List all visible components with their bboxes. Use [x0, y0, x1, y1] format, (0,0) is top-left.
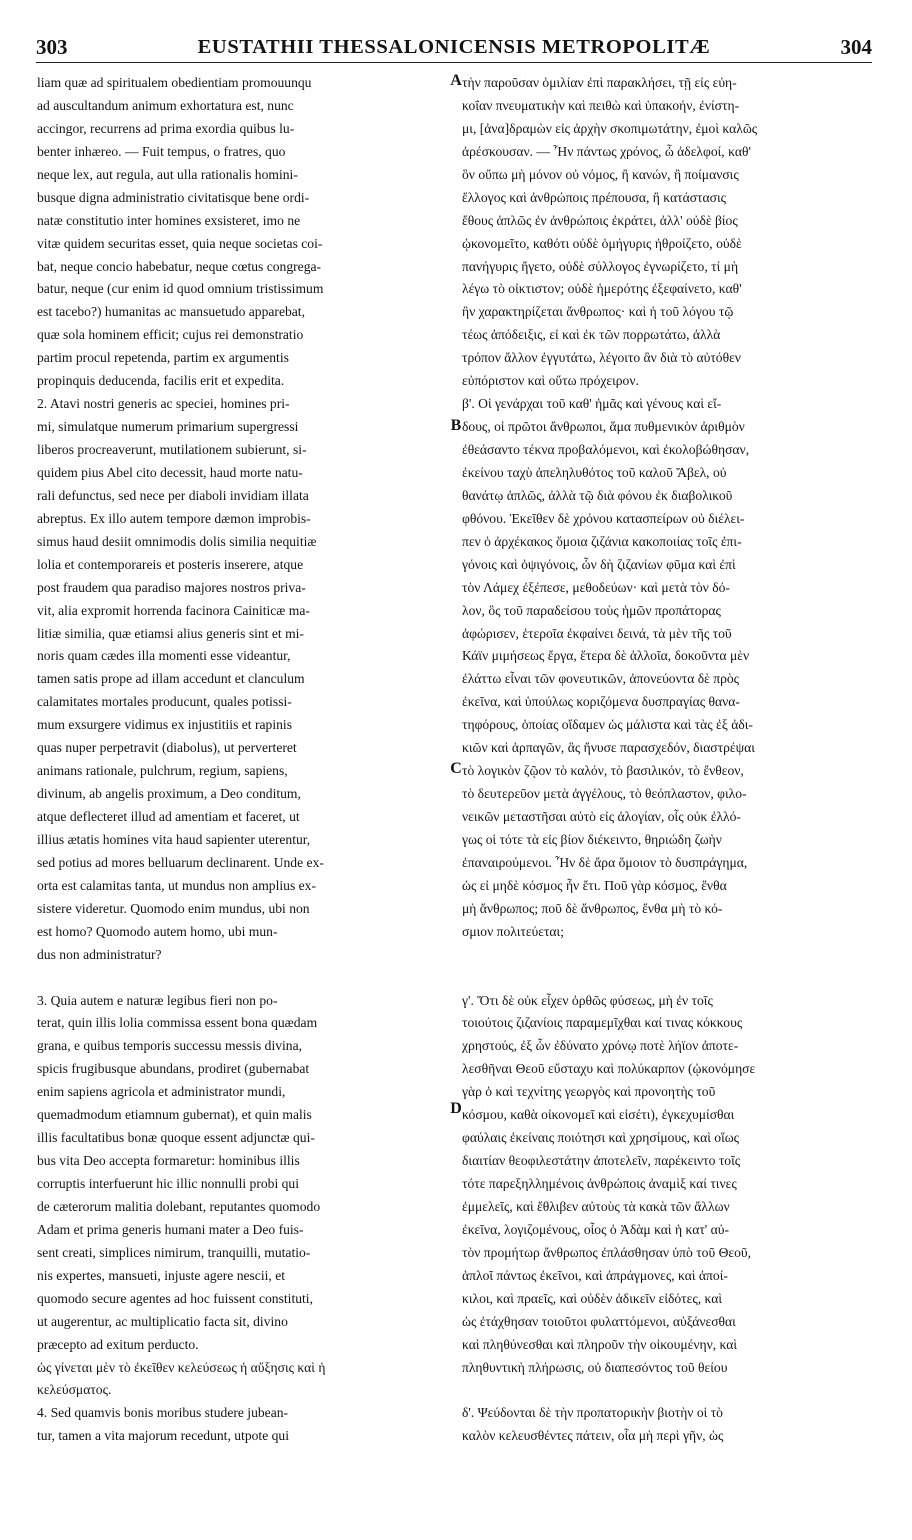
latin-text-line: mi, simulatque numerum primarium supergressi: [37, 419, 299, 435]
latin-text-line: κελεύσματος.: [37, 1382, 112, 1398]
greek-text-line: ἐκεῖνα, λογιζομένους, οἷος ὁ Ἀδὰμ καὶ ἡ κατ' αὐ-: [462, 1221, 730, 1237]
greek-text-line: κόσμου, καθὰ οἰκονομεῖ καὶ εἰσέτι), ἐγκεχυμίσθαι: [462, 1107, 735, 1123]
latin-text-line: natæ constitutio inter homines exsisteret, imo ne: [37, 212, 301, 228]
greek-text-line: γὰρ ὁ καὶ τεχνίτης γεωργὸς καὶ προνοητὴς τοῦ: [462, 1084, 716, 1100]
latin-text-line: est homo? Quomodo autem homo, ubi mun-: [37, 923, 278, 939]
latin-text-line: [37, 967, 447, 990]
greek-text-line: θανάτῳ ἁπλῶς, ἀλλὰ τῷ διὰ φόνου ἐκ διαβολικοῦ: [462, 487, 733, 503]
latin-text-line: divinum, ab angelis proximum, a Deo conditum,: [37, 786, 301, 802]
margin-letter-d: D: [450, 1100, 462, 1117]
latin-text-line: atque deflecteret illud ad amentiam et faceret, ut: [37, 809, 300, 824]
greek-text-line: γόνοις καὶ ὀψιγόνοις, ὧν δὴ ζιζανίων φῦμα καὶ ἐπὶ: [462, 556, 736, 572]
greek-text-line: δους, οἱ πρῶτοι ἄνθρωποι, ἅμα πυθμενικὸν ἀριθμὸν: [462, 419, 745, 435]
greek-text-line: τότε παρεξηλλημένοις ἀνθρώποις ἀναμὶξ καί τινες: [462, 1176, 737, 1191]
greek-text-line: τὸν προμήτωρ ἄνθρωπος ἐπλάσθησαν ὑπὸ τοῦ Θεοῦ,: [462, 1244, 752, 1260]
latin-text-line: neque lex, aut regula, aut ulla rationalis homini-: [37, 166, 298, 182]
latin-text-line: liberos procreaverunt, mutilationem subierunt, si-: [37, 442, 307, 457]
greek-text-line: ἔλλογος καὶ ἀνθρώποις πρέπουσα, ἢ κατάστασις: [462, 189, 727, 205]
latin-text-line: quæ sola hominem efficit; cujus rei demonstratio: [37, 327, 304, 343]
latin-text-line: spicis frugibusque abundans, prodiret (gubernabat: [37, 1061, 310, 1077]
latin-text-line: batur, neque (cur enim id quod omnium tristissimum: [37, 281, 324, 297]
greek-text-line: νεικῶν μεταστῆσαι αὐτὸ εἰς ἀλογίαν, οἷς οὐκ ἐλλό-: [462, 809, 741, 824]
latin-text-line: sent creati, simplices nimirum, tranquilli, mutatio-: [37, 1244, 311, 1260]
greek-text-line: φθόνου. Ἐκεῖθεν δὲ χρόνου κατασπείρων οὐ διέλει-: [462, 510, 745, 526]
latin-text-line: enim sapiens agricola et administrator mundi,: [37, 1084, 286, 1100]
greek-text-line: κοΐαν πνευματικὴν καὶ πειθὼ καὶ ὑπακοήν, ἐνίστη-: [462, 97, 740, 113]
latin-text-line: corruptis interfuerunt hic illic nonnulli probi qui: [37, 1176, 300, 1191]
latin-text-line: orta est calamitas tanta, ut mundus non amplius ex-: [37, 877, 316, 893]
greek-text-line: τηφόρους, ὁποίας οἴδαμεν ὡς μάλιστα καὶ τὰς ἐξ ἀδι-: [462, 717, 753, 733]
latin-text-line: liam quæ ad spiritualem obedientiam promouunqu: [37, 75, 312, 90]
greek-text-line: κιῶν καὶ ἁρπαγῶν, ἃς ἤνυσε παρασχεδόν, διαστρέψαι: [462, 740, 755, 756]
greek-text-line: ἐκεῖνα, καὶ ὑπούλως κοριζόμενα δυσπραγίας θανα-: [462, 694, 740, 710]
greek-text-line: ᾠκονομεῖτο, καθότι οὐδὲ ὁμήγυρις ἠθροίζετο, οὐδὲ: [462, 235, 742, 251]
greek-text-line: ἀρέσκουσαν. — Ἦν πάντως χρόνος, ὦ ἀδελφοί, καθ': [462, 143, 751, 159]
latin-text-line: noris quam cædes illa momenti esse videantur,: [37, 648, 291, 664]
greek-text-line: διαιτίαν θεοφιλεστάτην ἀποτελεῖν, παρέκειντο τοῖς: [462, 1153, 741, 1169]
latin-text-line: ad auscultandum animum exhortatura est, nunc: [37, 97, 294, 113]
margin-letter-c: C: [450, 760, 462, 777]
greek-text-line: ὡς εἰ μηδὲ κόσμος ἦν ἔτι. Ποῦ γὰρ κόσμος, ἔνθα: [462, 877, 727, 893]
latin-text-line: grana, e quibus temporis successu messis divina,: [37, 1038, 303, 1054]
latin-text-line: quomodo secure agentes ad hoc fuissent constituti,: [37, 1290, 313, 1306]
latin-column: [37, 72, 447, 1448]
greek-text-line: β'. Οἱ γενάρχαι τοῦ καθ' ἡμᾶς καὶ γένους καὶ εἴ-: [462, 396, 722, 412]
latin-text-line: sed potius ad mores belluarum declinarent. Unde ex-: [37, 854, 324, 870]
greek-text-line: τρόπον ἄλλον ἐγγυτάτω, λέγοιτο ἂν διὰ τὸ αὐτόθεν: [462, 350, 741, 366]
running-head: [36, 32, 872, 63]
latin-text-line: Adam et prima generis humani mater a Deo fuis-: [37, 1221, 304, 1237]
greek-text-line: λέγω τὸ οἰκτιστον; οὐδὲ ἡμερότης ἐξεφαίνετο, καθ': [462, 281, 742, 297]
latin-text-line: bus vita Deo accepta formaretur: hominibus illis: [37, 1153, 300, 1169]
greek-text-line: Κάϊν μιμήσεως ἔργα, ἕτερα δὲ ἀλλοῖα, δοκοῦντα μὲν: [462, 648, 750, 664]
greek-text-line: καὶ πληθύνεσθαι καὶ πληροῦν τὴν οἰκουμένην, καὶ: [462, 1336, 738, 1352]
greek-text-line: σμιον πολιτεύεται;: [462, 923, 564, 939]
latin-text-line: sistere videretur. Quomodo enim mundus, ubi non: [37, 900, 310, 916]
greek-text-line: ἐμμελεῖς, καὶ ἔθλιβεν αὐτοὺς τὰ κακὰ τῶν ἄλλων: [462, 1198, 730, 1214]
latin-text-line: dus non administratur?: [37, 946, 162, 962]
latin-text-line: vit, alia expromit horrenda facinora Cainiticæ ma-: [37, 602, 310, 618]
greek-text-line: [462, 1379, 874, 1402]
greek-text-line: χρηστούς, ἐξ ὧν ἐδύνατο χρόνῳ ποτὲ λήϊον ἀποτε-: [462, 1038, 739, 1054]
latin-text-line: benter inhæreo. — Fuit tempus, o fratres, quo: [37, 143, 286, 159]
latin-text-line: nis expertes, mansueti, injuste agere nescii, et: [37, 1267, 286, 1283]
greek-text-line: ὃν οὔπω μὴ μόνον οὐ νόμος, ἢ κανών, ἢ ποίμανσις: [462, 166, 739, 182]
latin-text-line: mum exsurgere vidimus ex injustitiis et rapinis: [37, 717, 292, 733]
margin-letter-a: A: [450, 72, 462, 89]
greek-text-line: τὸν Λάμεχ ἐξέπεσε, μεθοδεύων· καὶ μετὰ τὸν δό-: [462, 579, 730, 595]
greek-text-line: τὸ λογικὸν ζῷον τὸ καλόν, τὸ βασιλικόν, τὸ ἔνθεον,: [462, 763, 744, 779]
greek-text-line: πανήγυρις ἤγετο, οὐδὲ σύλλογος ἐγνωρίζετο, τί μὴ: [462, 258, 739, 274]
latin-text-line: accingor, recurrens ad prima exordia quibus lu-: [37, 120, 295, 136]
greek-text-line: [462, 967, 874, 990]
greek-text-line: τοιούτοις ζιζανίοις παραμεμῖχθαι καί τινας κόκκους: [462, 1015, 743, 1031]
greek-column: [462, 72, 874, 1448]
latin-text-line: tamen satis prope ad illam accedunt et clanculum: [37, 671, 305, 687]
greek-text-line: μι, [ἀνα]δραμὼν εἰς ἀρχὴν σκοπιμωτάτην, ἐμοὶ καλῶς: [462, 120, 758, 136]
latin-text-line: quas nuper perpetravit (diabolus), ut perverteret: [37, 740, 297, 756]
latin-text-line: lolia et contemporareis et posteris inserere, atque: [37, 556, 304, 572]
latin-text-line: de cæterorum malitia dolebant, reputantes quomodo: [37, 1198, 321, 1214]
greek-text-line: πεν ὁ ἀρχέκακος ὅμοια ζιζάνια κακοποιίας τοῖς ἐπι-: [462, 533, 742, 549]
right-page-number: 304: [840, 34, 872, 59]
latin-text-line: illis facultatibus bonæ quoque essent adjunctæ qui-: [37, 1130, 315, 1146]
greek-text-line: ἐπαναιρούμενοι. Ἦν δὲ ἄρα ὅμοιον τὸ δυσπράγημα,: [462, 854, 748, 870]
greek-text-line: φαύλαις ἐκείναις ποιότησι καὶ χρησίμους, καὶ οἵως: [462, 1130, 740, 1146]
latin-text-line: vitæ quidem securitas esset, quia neque societas coi-: [37, 235, 323, 251]
greek-text-line: εὐπόριστον καὶ οὕτω πρόχειρον.: [462, 373, 639, 389]
greek-text-line: ἣν χαρακτηρίζεται ἄνθρωπος· καὶ ἡ τοῦ λόγου τῷ: [462, 304, 734, 320]
greek-text-line: τὴν παροῦσαν ὁμιλίαν ἐπὶ παρακλήσει, τῇ εἰς εὐη-: [462, 75, 737, 90]
greek-text-line: τὸ δευτερεῦον μετὰ ἀγγέλους, τὸ θεόπλαστον, φιλο-: [462, 786, 747, 802]
margin-letter-b: B: [450, 417, 462, 434]
latin-text-line: quidem pius Abel cito decessit, haud morte natu-: [37, 464, 303, 480]
greek-text-line: καλὸν κελευσθέντες πάτειν, οἷα μὴ περὶ γῆν, ὡς: [462, 1428, 724, 1444]
greek-text-line: ἐλάττω εἶναι τῶν φονευτικῶν, ἀπονεύοντα δὲ πρὸς: [462, 671, 740, 687]
greek-text-line: γ'. Ὅτι δὲ οὐκ εἶχεν ὀρθῶς φύσεως, μὴ ἐν τοῖς: [462, 992, 713, 1008]
latin-text-line: tur, tamen a vita majorum recedunt, utpote qui: [37, 1428, 289, 1444]
latin-text-line: litiæ similia, quæ etiamsi alius generis sint et mi-: [37, 625, 304, 641]
left-page-number: 303: [36, 34, 68, 59]
greek-text-line: γως οἱ τότε τὰ εἰς βίον διέκειντο, θηριώδη ζωὴν: [462, 831, 722, 847]
latin-text-line: 3. Quia autem e naturæ legibus fieri non po-: [37, 992, 278, 1008]
latin-text-line: ut augerentur, ac multiplicatio facta sit, divino: [37, 1313, 288, 1329]
latin-text-line: busque digna administratio civitatisque bene ordi-: [37, 189, 310, 205]
greek-text-line: δ'. Ψεύδονται δὲ τὴν προπατορικὴν βιοτὴν οἱ τὸ: [462, 1405, 723, 1421]
latin-text-line: est tacebo?) humanitas ac mansuetudo apparebat,: [37, 304, 305, 320]
greek-text-line: ἐθεάσαντο τέκνα προβαλόμενοι, καὶ ἐκολοβώθησαν,: [462, 442, 750, 457]
greek-text-line: μὴ ἄνθρωπος; ποῦ δὲ ἄνθρωπος, ἔνθα μὴ τὸ κό-: [462, 900, 723, 916]
greek-text-line: ἁπλοῖ πάντως ἐκεῖνοι, καὶ ἀπράγμονες, καὶ ἀποί-: [462, 1267, 728, 1283]
greek-text-line: ἀφώρισεν, ἑτεροῖα ἐκφαίνει δεινά, τὰ μὲν τῆς τοῦ: [462, 625, 732, 641]
latin-text-line: post fraudem qua paradiso majores nostros priva-: [37, 579, 306, 595]
greek-text-line: λεσθῆναι Θεοῦ εὔσταχυ καὶ πολύκαρπον (ᾠκονόμησε: [462, 1061, 756, 1077]
latin-text-line: rali defunctus, sed nece per diaboli invidiam illata: [37, 487, 309, 503]
running-title: EUSTATHII THESSALONICENSIS METROPOLITÆ: [197, 35, 711, 58]
greek-text-line: ἐκείνου ταχὺ ἀπεληλυθότος τοῦ καλοῦ Ἄβελ, οὐ: [462, 464, 727, 480]
latin-text-line: partim procul repetenda, partim ex argumentis: [37, 350, 289, 366]
greek-text-line: πληθυντικὴ πλήρωσις, οὐ διαπεσόντος τοῦ θείου: [462, 1359, 728, 1375]
latin-text-line: præcepto ad exitum perducto.: [37, 1336, 199, 1352]
greek-text-line: λον, ὃς τοῦ παραδείσου τοὺς ἡμῶν προπάτορας: [462, 602, 721, 618]
latin-text-line: illius ætatis homines vita haud sapienter uterentur,: [37, 831, 311, 847]
latin-text-line: calamitates mortales producunt, quales potissi-: [37, 694, 292, 710]
latin-text-line: terat, quin illis lolia commissa essent bona quædam: [37, 1015, 318, 1031]
greek-text-line: ὡς ἐτάχθησαν τοιοῦτοι φυλαττόμενοι, αὐξάνεσθαι: [462, 1313, 736, 1329]
latin-text-line: 4. Sed quamvis bonis moribus studere jubean-: [37, 1405, 289, 1421]
greek-text-line: ἔθους ἁπλῶς ἐν ἀνθρώποις ἐκράτει, ἀλλ' οὐδὲ βίος: [462, 212, 738, 228]
latin-text-line: animans rationale, pulchrum, regium, sapiens,: [37, 763, 288, 779]
greek-text-line: [462, 944, 874, 967]
latin-text-line: propinquis deducenda, facilis erit et expedita.: [37, 373, 285, 389]
latin-text-line: 2. Atavi nostri generis ac speciei, homines pri-: [37, 396, 290, 412]
latin-text-line: ὡς γίνεται μὲν τὸ ἐκεῖθεν κελεύσεως ἡ αὔξησις καὶ ἡ: [37, 1359, 326, 1375]
latin-text-line: quemadmodum etiamnum gubernat), et quin malis: [37, 1107, 312, 1123]
greek-text-line: κιλοι, καὶ πραεῖς, καὶ οὐδὲν ἀδικεῖν εἰδότες, καὶ: [462, 1290, 723, 1306]
greek-text-line: τέως ἀπόδειξις, εἰ καὶ ἐκ τῶν πορρωτάτω, ἀλλὰ: [462, 327, 721, 343]
latin-text-line: abreptus. Ex illo autem tempore dæmon improbis-: [37, 510, 311, 526]
latin-text-line: simus haud desiit omnimodis dolis similia nequitiæ: [37, 533, 317, 549]
latin-text-line: bat, neque concio habebatur, neque cœtus congrega-: [37, 258, 322, 274]
